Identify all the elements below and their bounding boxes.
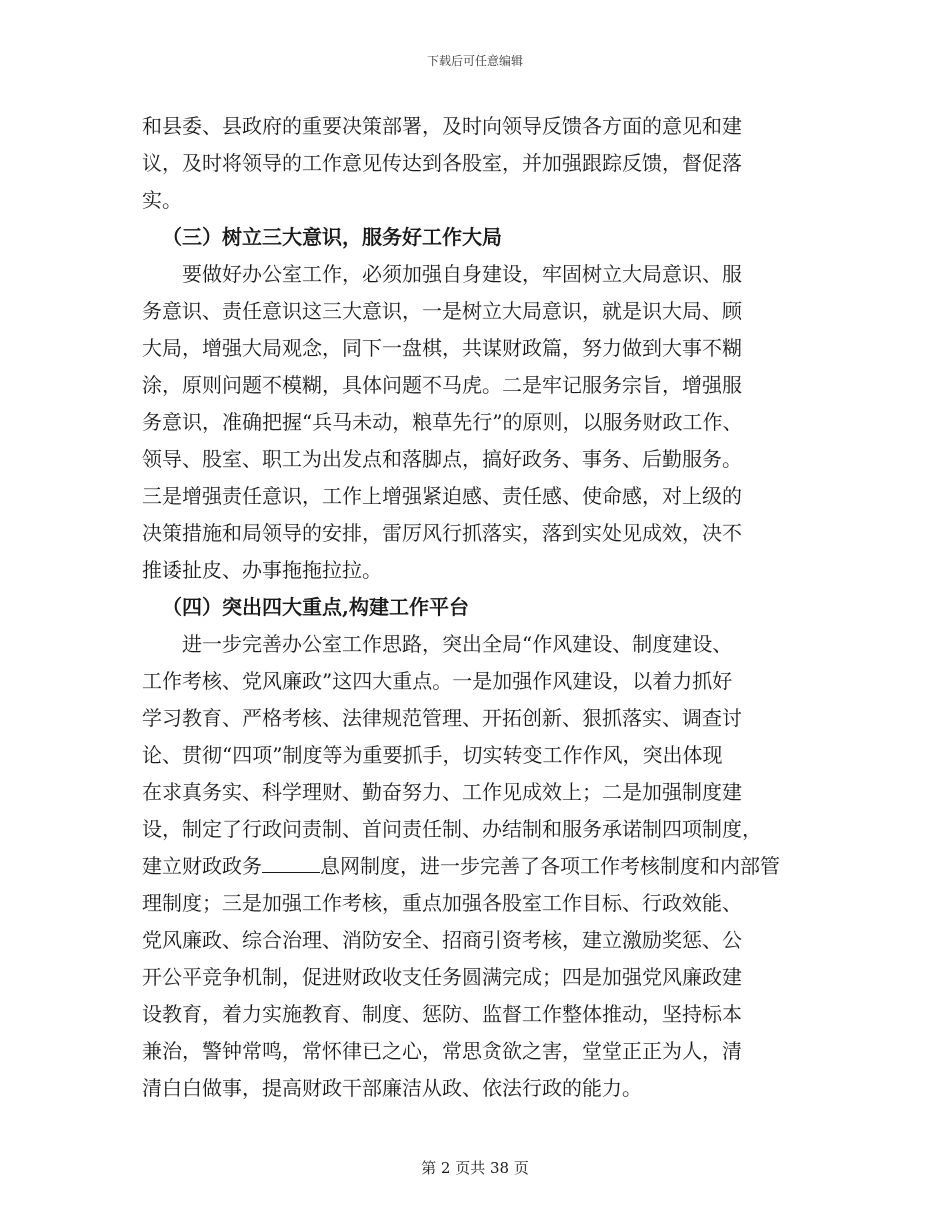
paragraph-line-with-blank — [142, 848, 812, 885]
paragraph-line: 论、贯彻“四项”制度等为重要抓手，切实转变工作作风，突出体现 — [142, 743, 723, 767]
paragraph-line: 务意识、责任意识这三大意识，一是树立大局意识，就是识大局、顾 — [142, 299, 742, 323]
underline-blank — [262, 854, 320, 873]
line-part-before-blank: 建立财政政务 — [142, 854, 262, 878]
paragraph-line: 和县委、县政府的重要决策部署，及时向领导反馈各方面的意见和建 — [142, 114, 742, 138]
section-heading-3: （三）树立三大意识，服务好工作大局 — [162, 225, 502, 249]
paragraph-line: 议，及时将领导的工作意见传达到各股室，并加强跟踪反馈，督促落 — [142, 151, 742, 175]
paragraph-line: 在求真务实、科学理财、勤奋努力、工作见成效上；二是加强制度建 — [142, 780, 742, 804]
paragraph-line: 清白白做事，提高财政干部廉洁从政、依法行政的能力。 — [142, 1076, 642, 1100]
paragraph-line: 实。 — [142, 188, 182, 212]
paragraph-line: 兼治，警钟常鸣，常怀律已之心，常思贪欲之害，堂堂正正为人，清 — [142, 1039, 742, 1063]
section-heading-4: （四）突出四大重点,构建工作平台 — [162, 595, 469, 619]
paragraph-line: 务意识，准确把握“兵马未动，粮草先行”的原则，以服务财政工作、 — [142, 410, 743, 434]
paragraph-line: 大局，增强大局观念，同下一盘棋，共谋财政篇，努力做到大事不糊 — [142, 336, 742, 360]
page-header: 下载后可任意编辑 — [426, 54, 523, 68]
paragraph-line: 涂，原则问题不模糊，具体问题不马虎。二是牢记服务宗旨，增强服 — [142, 373, 742, 397]
paragraph-line: 进一步完善办公室工作思路，突出全局“作风建设、制度建设、 — [182, 632, 733, 656]
paragraph-line: 理制度；三是加强工作考核，重点加强各股室工作目标、行政效能、 — [142, 891, 742, 915]
paragraph-line: 开公平竞争机制，促进财政收支任务圆满完成；四是加强党风廉政建 — [142, 965, 742, 989]
line-part-after-blank: 息网制度，进一步完善了各项工作考核制度和内部管 — [320, 854, 780, 878]
page-number: 第 2 页共 38 页 — [421, 1159, 529, 1177]
paragraph-line: 决策措施和局领导的安排，雷厉风行抓落实，落到实处见成效，决不 — [142, 521, 742, 545]
document-body — [142, 108, 812, 1107]
paragraph-line: 党风廉政、综合治理、消防安全、招商引资考核，建立激励奖惩、公 — [142, 928, 742, 952]
paragraph-line: 学习教育、严格考核、法律规范管理、开拓创新、狠抓落实、调查讨 — [142, 706, 742, 730]
paragraph-line: 设，制定了行政问责制、首问责任制、办结制和服务承诺制四项制度， — [142, 817, 762, 841]
paragraph-line: 推诿扯皮、办事拖拖拉拉。 — [142, 558, 382, 582]
paragraph-line: 工作考核、党风廉政”这四大重点。一是加强作风建设，以着力抓好 — [142, 669, 733, 693]
paragraph-line: 领导、股室、职工为出发点和落脚点，搞好政务、事务、后勤服务。 — [142, 447, 742, 471]
paragraph-line: 设教育，着力实施教育、制度、惩防、监督工作整体推动，坚持标本 — [142, 1002, 742, 1026]
paragraph-line: 要做好办公室工作，必须加强自身建设，牢固树立大局意识、服 — [182, 262, 742, 286]
paragraph-line: 三是增强责任意识，工作上增强紧迫感、责任感、使命感，对上级的 — [142, 484, 742, 508]
